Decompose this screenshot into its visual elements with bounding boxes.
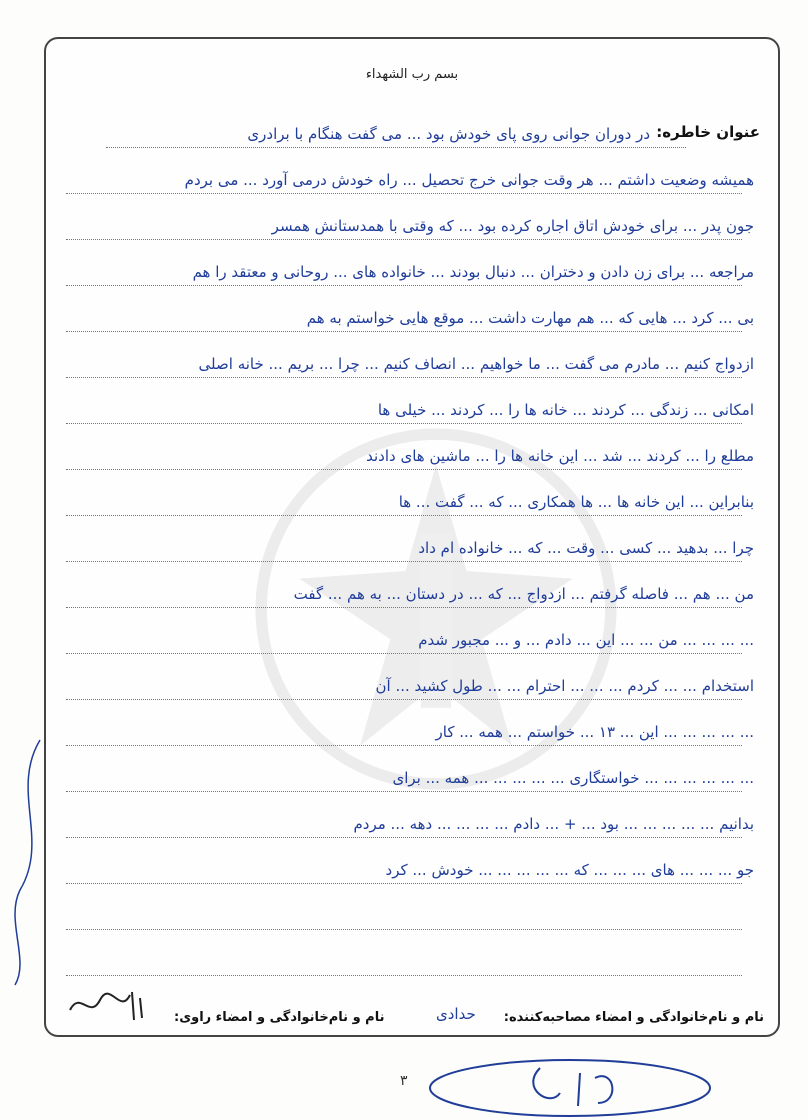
ruling-line (66, 423, 742, 424)
handwritten-line: مراجعه ... برای زن دادن و دختران ... دنبال بودند ... خانواده های ... روحانی و معتقد را هم (192, 263, 754, 281)
ruling-line (66, 975, 742, 976)
ruling-line (66, 929, 742, 930)
ruling-line (66, 469, 742, 470)
handwritten-line: جو ... ... ... های ... ... ... که ... ... ... ... ... خودش ... کرد (385, 861, 754, 879)
ruling-line (66, 837, 742, 838)
handwritten-line: من ... هم ... فاصله گرفتم ... ازدواج ... که ... در دستان ... به هم ... گفت (293, 585, 754, 603)
handwritten-line: چرا ... بدهید ... کسی ... وقت ... که ... خانواده ام داد (418, 539, 754, 557)
handwritten-line: ... ... ... ... من ... ... این ... دادم ... و ... مجبور شدم (418, 631, 754, 649)
ruling-line (66, 607, 742, 608)
ruling-line (106, 147, 686, 148)
ruling-line (66, 883, 742, 884)
page-header-bismillah: بسم رب الشهداء (365, 67, 459, 82)
interviewer-name: حدادی (436, 1005, 476, 1023)
handwritten-line: امکانی ... زندگی ... کردند ... خانه ها را ... کردند ... خیلی ها (377, 401, 754, 419)
handwritten-line: جون پدر ... برای خودش اتاق اجاره کرده بود ... که وقتی با همدستانش همسر (271, 217, 754, 235)
handwritten-line: ازدواج کنیم ... مادرم می گفت ... ما خواهیم ... انصاف کنیم ... چرا ... بریم ... خانه اصلی (198, 355, 754, 373)
ruling-line (66, 331, 742, 332)
handwritten-line: استخدام ... ... کردم ... ... ... احترام ... ... طول کشید ... آن (375, 677, 754, 695)
form-frame (44, 37, 780, 1037)
ruling-line (66, 561, 742, 562)
ruling-line (66, 193, 742, 194)
emblem-watermark-icon (246, 419, 626, 799)
handwritten-line: بنابراین ... این خانه ها ... ها همکاری ... که ... گفت ... ها (398, 493, 754, 511)
narrator-signature-icon (60, 980, 160, 1030)
ruling-line (66, 239, 742, 240)
narrator-label: نام و نام‌خانوادگی و امضاء راوی: (174, 1010, 385, 1025)
memory-title-label: عنوان خاطره: (656, 123, 760, 141)
handwritten-line: ... ... ... ... ... این ... ۱۳ ... خواستم ... همه ... کار (435, 723, 754, 741)
ruling-line (66, 699, 742, 700)
handwritten-line: در دوران جوانی روی پای خودش بود ... می گفت هنگام با برادری (247, 125, 650, 143)
handwritten-line: ... ... ... ... ... ... خواستگاری ... ... ... ... ... همه ... برای (392, 769, 754, 787)
page-number: ۳ (400, 1073, 408, 1089)
handwritten-line: بی ... کرد ... هایی که ... هم مهارت داشت ... موقع هایی خواستم به هم (306, 309, 754, 327)
ruling-line (66, 377, 742, 378)
margin-scrawl-icon (0, 730, 60, 990)
ruling-line (66, 653, 742, 654)
ruling-line (66, 285, 742, 286)
ruling-line (66, 515, 742, 516)
interviewer-label: نام و نام‌خانوادگی و امضاء مصاحبه‌کننده: (503, 1010, 764, 1025)
handwritten-line: مطلع را ... کردند ... شد ... این خانه ها را ... ماشین های دادند (366, 447, 754, 465)
interviewer-signature-icon (420, 1048, 720, 1120)
ruling-line (66, 791, 742, 792)
handwritten-line: همیشه وضعیت داشتم ... هر وقت جوانی خرج تحصیل ... راه خودش درمی آورد ... می بردم (184, 171, 754, 189)
ruling-line (66, 745, 742, 746)
handwritten-line: بدانیم ... ... ... ... ... بود ... + ... دادم ... ... ... ... دهه ... مردم (353, 815, 754, 833)
